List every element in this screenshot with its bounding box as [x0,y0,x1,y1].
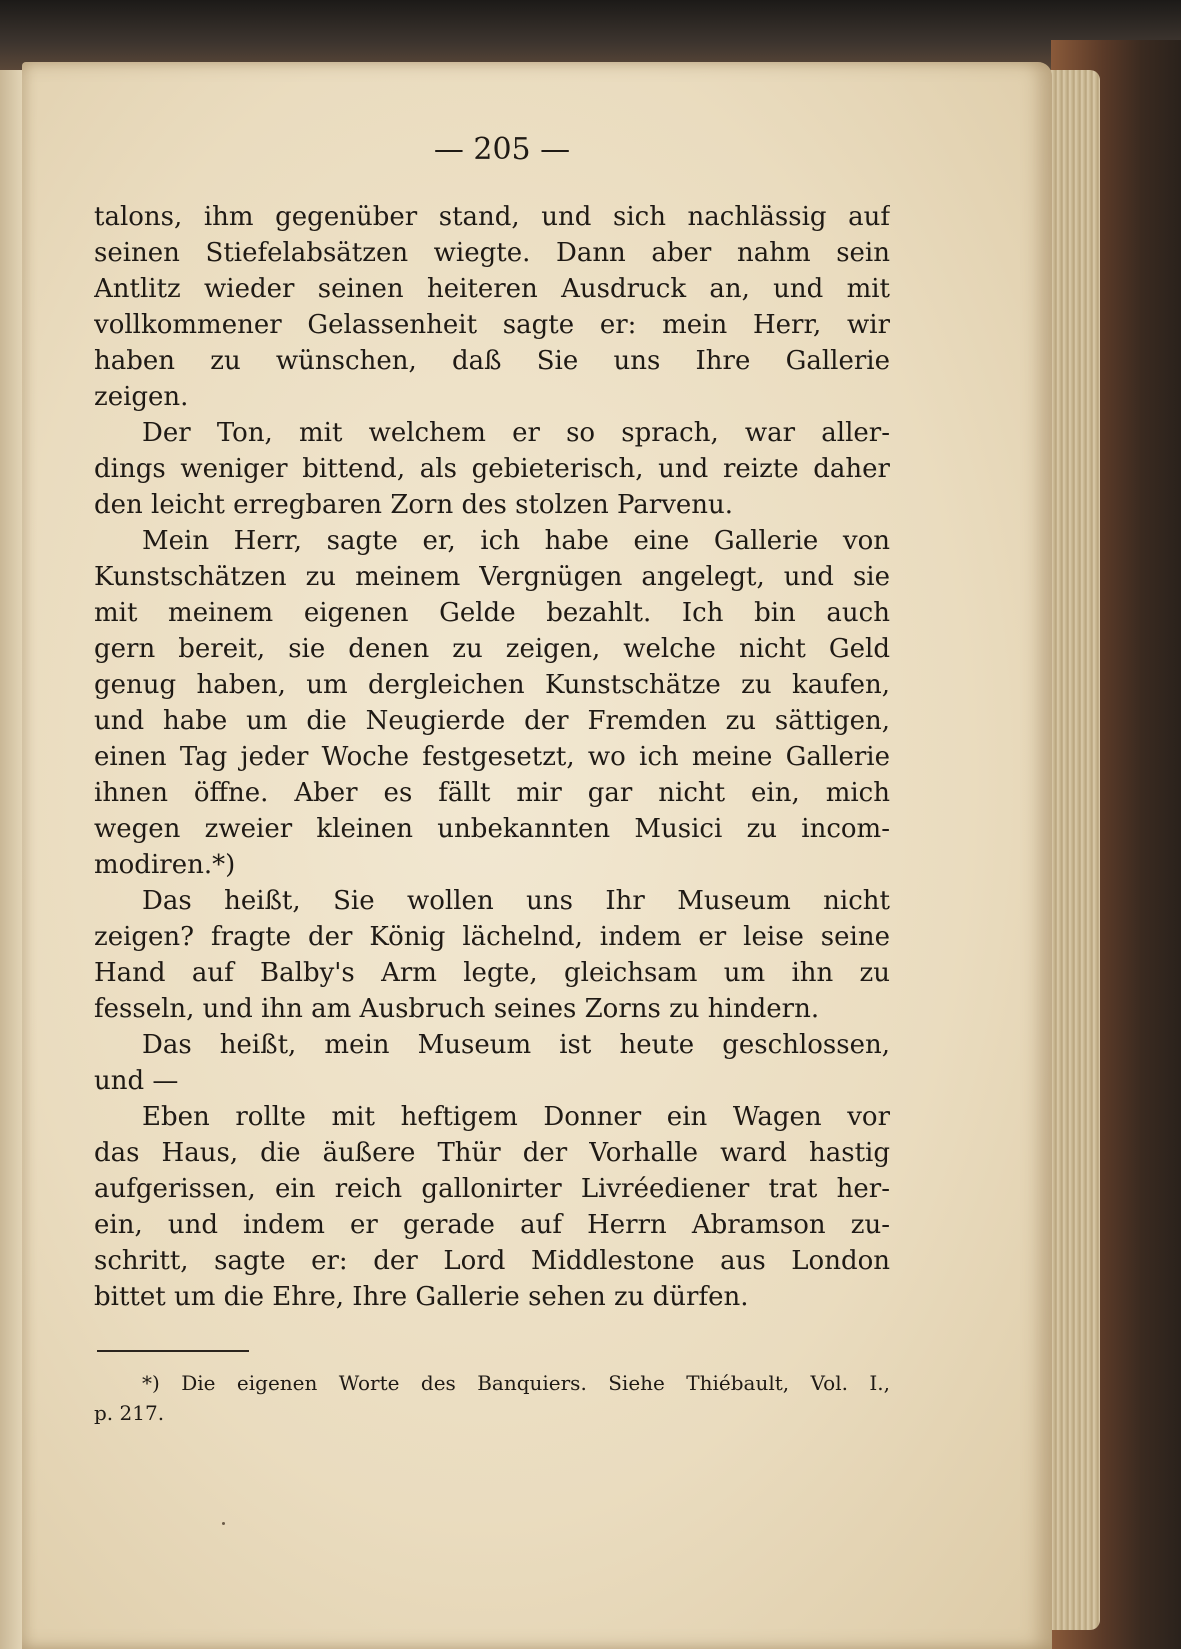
text-line: zeigen? fragte der König lächelnd, indem er leise seine [94,922,890,952]
book-cover-top [0,0,1181,70]
text-line: einen Tag jeder Woche festgesetzt, wo ich meine Gallerie [94,742,890,772]
text-line: dings weniger bittend, als gebieterisch, und reizte daher [94,454,890,484]
text-line: gern bereit, sie denen zu zeigen, welche nicht Geld [94,634,890,664]
text-line: Antlitz wieder seinen heiteren Ausdruck an, und mit [94,274,890,304]
text-line: aufgerissen, ein reich gallonirter Livréediener trat her- [94,1174,890,1204]
text-line: haben zu wünschen, daß Sie uns Ihre Gallerie [94,346,890,376]
text-line: bittet um die Ehre, Ihre Gallerie sehen zu dürfen. [94,1282,749,1312]
text-line: genug haben, um dergleichen Kunstschätze zu kaufen, [94,670,890,700]
text-line: wegen zweier kleinen unbekannten Musici zu incom- [94,814,890,844]
page-body-text [94,199,890,1315]
text-line: modiren.*) [94,850,236,880]
footnote [94,1368,890,1428]
text-line: ihnen öffne. Aber es fällt mir gar nicht ein, mich [94,778,890,808]
book-page [22,62,1052,1649]
text-line: ein, und indem er gerade auf Herrn Abramson zu- [94,1210,890,1240]
text-line: das Haus, die äußere Thür der Vorhalle ward hastig [94,1138,890,1168]
text-line: Kunstschätzen zu meinem Vergnügen angelegt, und sie [94,562,890,592]
text-line: mit meinem eigenen Gelde bezahlt. Ich bin auch [94,598,890,628]
text-line: Hand auf Balby's Arm legte, gleichsam um ihn zu [94,958,890,988]
page-number: — 205 — [433,132,571,167]
text-line: talons, ihm gegenüber stand, und sich nachlässig auf [94,202,890,232]
text-line: schritt, sagte er: der Lord Middlestone aus London [94,1246,890,1276]
text-line: den leicht erregbaren Zorn des stolzen Parvenu. [94,490,734,520]
text-line: seinen Stiefelabsätzen wiegte. Dann aber nahm sein [94,238,890,268]
text-line: Mein Herr, sagte er, ich habe eine Gallerie von [142,526,890,556]
previous-page-edge [0,70,22,1649]
text-line: vollkommener Gelassenheit sagte er: mein Herr, wir [94,310,890,340]
footnote-line: p. 217. [94,1401,165,1425]
footnote-line: *) Die eigenen Worte des Banquiers. Siehe Thiébault, Vol. I., [142,1371,890,1395]
footnote-rule [97,1350,249,1352]
text-line: zeigen. [94,382,189,412]
text-line: Das heißt, mein Museum ist heute geschlossen, [142,1030,890,1060]
paper-speck [222,1522,225,1525]
text-line: fesseln, und ihn am Ausbruch seines Zorns zu hindern. [94,994,820,1024]
text-line: Der Ton, mit welchem er so sprach, war aller- [142,418,890,448]
text-line: Das heißt, Sie wollen uns Ihr Museum nicht [142,886,890,916]
text-line: und habe um die Neugierde der Fremden zu sättigen, [94,706,890,736]
text-line: Eben rollte mit heftigem Donner ein Wagen vor [142,1102,890,1132]
text-line: und — [94,1066,179,1096]
